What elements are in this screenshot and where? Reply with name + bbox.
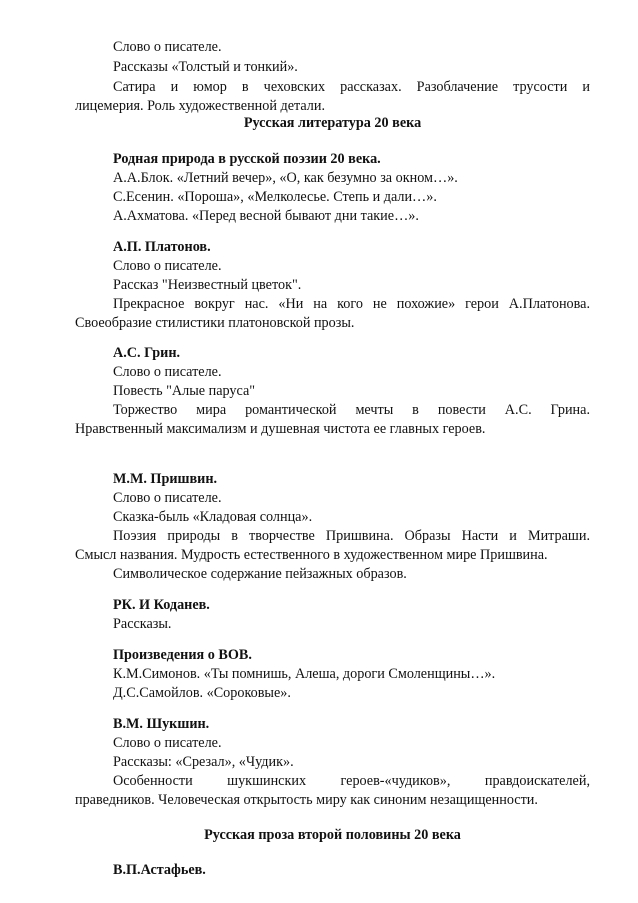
text-line: Рассказы «Толстый и тонкий». [113, 59, 298, 75]
text-line: С.Есенин. «Пороша», «Мелколесье. Степь и дали…». [113, 189, 437, 205]
text-line: Нравственный максимализм и душевная чистота ее главных героев. [75, 421, 486, 437]
text-line: Слово о писателе. [113, 490, 222, 506]
text-line: Прекрасное вокруг нас. «Ни на кого не похожие» герои А.Платонова. [113, 296, 590, 312]
text-line: Символическое содержание пейзажных образов. [113, 566, 407, 582]
author-heading: В.М. Шукшин. [113, 716, 210, 732]
text-line: Своеобразие стилистики платоновской прозы. [75, 315, 355, 331]
text-line: праведников. Человеческая открытость миру как синоним незащищенности. [75, 792, 538, 808]
text-line: Слово о писателе. [113, 258, 222, 274]
text-line: Слово о писателе. [113, 364, 222, 380]
text-line: А.Ахматова. «Перед весной бывают дни такие…». [113, 208, 419, 224]
text-line: А.А.Блок. «Летний вечер», «О, как безумно за окном…». [113, 170, 458, 186]
text-line: Рассказы. [113, 616, 172, 632]
section-heading: Русская проза второй половины 20 века [204, 827, 461, 843]
text-line: Слово о писателе. [113, 735, 222, 751]
section-heading: Русская литература 20 века [243, 115, 422, 131]
text-line: Д.С.Самойлов. «Сороковые». [113, 685, 291, 701]
text-line: Поэзия природы в творчестве Пришвина. Образы Насти и Митраши. [113, 528, 590, 544]
subsection-heading: Родная природа в русской поэзии 20 века. [113, 151, 381, 167]
text-line: Сказка-быль «Кладовая солнца». [113, 509, 313, 525]
author-heading: А.С. Грин. [113, 345, 181, 361]
text-line: Особенности шукшинских героев-«чудиков», правдоискателей, [113, 773, 590, 789]
text-line: К.М.Симонов. «Ты помнишь, Алеша, дороги Смоленщины…». [113, 666, 496, 682]
author-heading: В.П.Астафьев. [113, 862, 206, 878]
subsection-heading: Произведения о ВОВ. [113, 647, 252, 663]
text-line: лицемерия. Роль художественной детали. [75, 98, 326, 114]
text-line: Рассказы: «Срезал», «Чудик». [113, 754, 294, 770]
text-line: Смысл названия. Мудрость естественного в художественном мире Пришвина. [75, 547, 548, 563]
author-heading: РК. И Коданев. [113, 597, 210, 613]
author-heading: М.М. Пришвин. [113, 471, 218, 487]
text-line: Слово о писателе. [113, 39, 222, 55]
text-line: Повесть "Алые паруса" [113, 383, 256, 399]
text-line: Сатира и юмор в чеховских рассказах. Разоблачение трусости и [113, 79, 590, 95]
text-line: Торжество мира романтической мечты в повести А.С. Грина. [113, 402, 590, 418]
author-heading: А.П. Платонов. [113, 239, 211, 255]
text-line: Рассказ "Неизвестный цветок". [113, 277, 302, 293]
